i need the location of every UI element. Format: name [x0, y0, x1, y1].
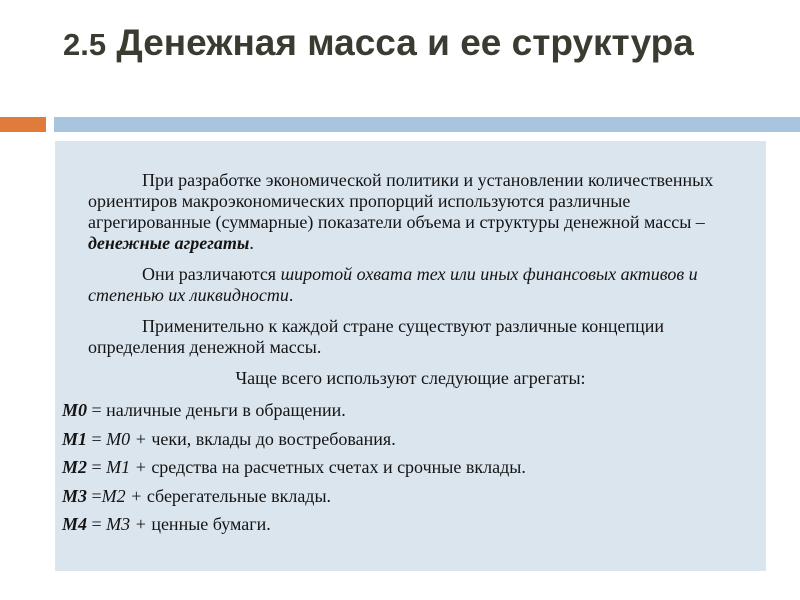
- aggregate-code: M2: [62, 457, 88, 477]
- aggregate-eq: =: [87, 400, 107, 420]
- aggregate-code: M0: [62, 400, 88, 420]
- aggregate-desc: чеки, вклады до востребования.: [151, 428, 396, 449]
- aggregate-item: [55, 425, 766, 454]
- term-money-aggregates: денежные агрегаты: [88, 233, 250, 253]
- accent-bar-blue: [54, 117, 800, 132]
- aggregate-eq: =: [87, 485, 102, 506]
- aggregate-desc: наличные деньги в обращении.: [106, 400, 346, 420]
- aggregate-eq: =: [87, 428, 107, 449]
- paragraph-2-start: Они различаются: [142, 264, 281, 284]
- aggregate-desc: средства на расчетных счетах и срочные вклады.: [151, 457, 526, 477]
- paragraph-3: Применительно к каждой стране существуют различные концепции определения денежной массы.: [88, 316, 665, 357]
- aggregate-eq: =: [87, 514, 107, 534]
- aggregate-code: M1: [62, 428, 88, 449]
- slide-title: [63, 18, 783, 69]
- paragraph-1-text: При разработке экономической политики и установлении количественных ориентиров макроэкономических пропорций используются различные агрегированные (суммарные) показатели объема и структуры денежной массы –: [88, 170, 714, 232]
- aggregate-code: M3: [62, 485, 88, 506]
- paragraph-4: Чаще всего используют следующие агрегаты:: [235, 368, 586, 388]
- aggregate-base: M2 +: [101, 485, 147, 506]
- aggregate-desc: ценные бумаги.: [151, 514, 271, 534]
- title-text: Денежная масса и ее структура: [106, 22, 694, 63]
- content-body: [55, 170, 766, 539]
- aggregate-code: M4: [62, 514, 88, 534]
- paragraph-2-italic: широтой охвата тех или иных финансовых активов и степенью их ликвидности: [88, 264, 698, 305]
- paragraph-2-end: .: [288, 285, 294, 305]
- paragraph-1-end: .: [249, 233, 254, 253]
- aggregate-base: M3 +: [106, 514, 152, 534]
- aggregate-base: M1 +: [106, 457, 152, 477]
- aggregate-base: M0 +: [106, 428, 152, 449]
- aggregate-desc: сберегательные вклады.: [146, 485, 332, 506]
- aggregate-list: [55, 396, 766, 539]
- aggregate-eq: =: [87, 457, 107, 477]
- aggregate-item: [55, 396, 766, 425]
- aggregate-item: [55, 510, 766, 539]
- paragraph-2: [55, 264, 766, 306]
- paragraph-1: [55, 170, 766, 254]
- accent-bar-orange: [0, 117, 46, 132]
- aggregate-item: [55, 482, 766, 511]
- aggregate-item: [55, 453, 766, 482]
- section-number: 2.5: [63, 27, 107, 62]
